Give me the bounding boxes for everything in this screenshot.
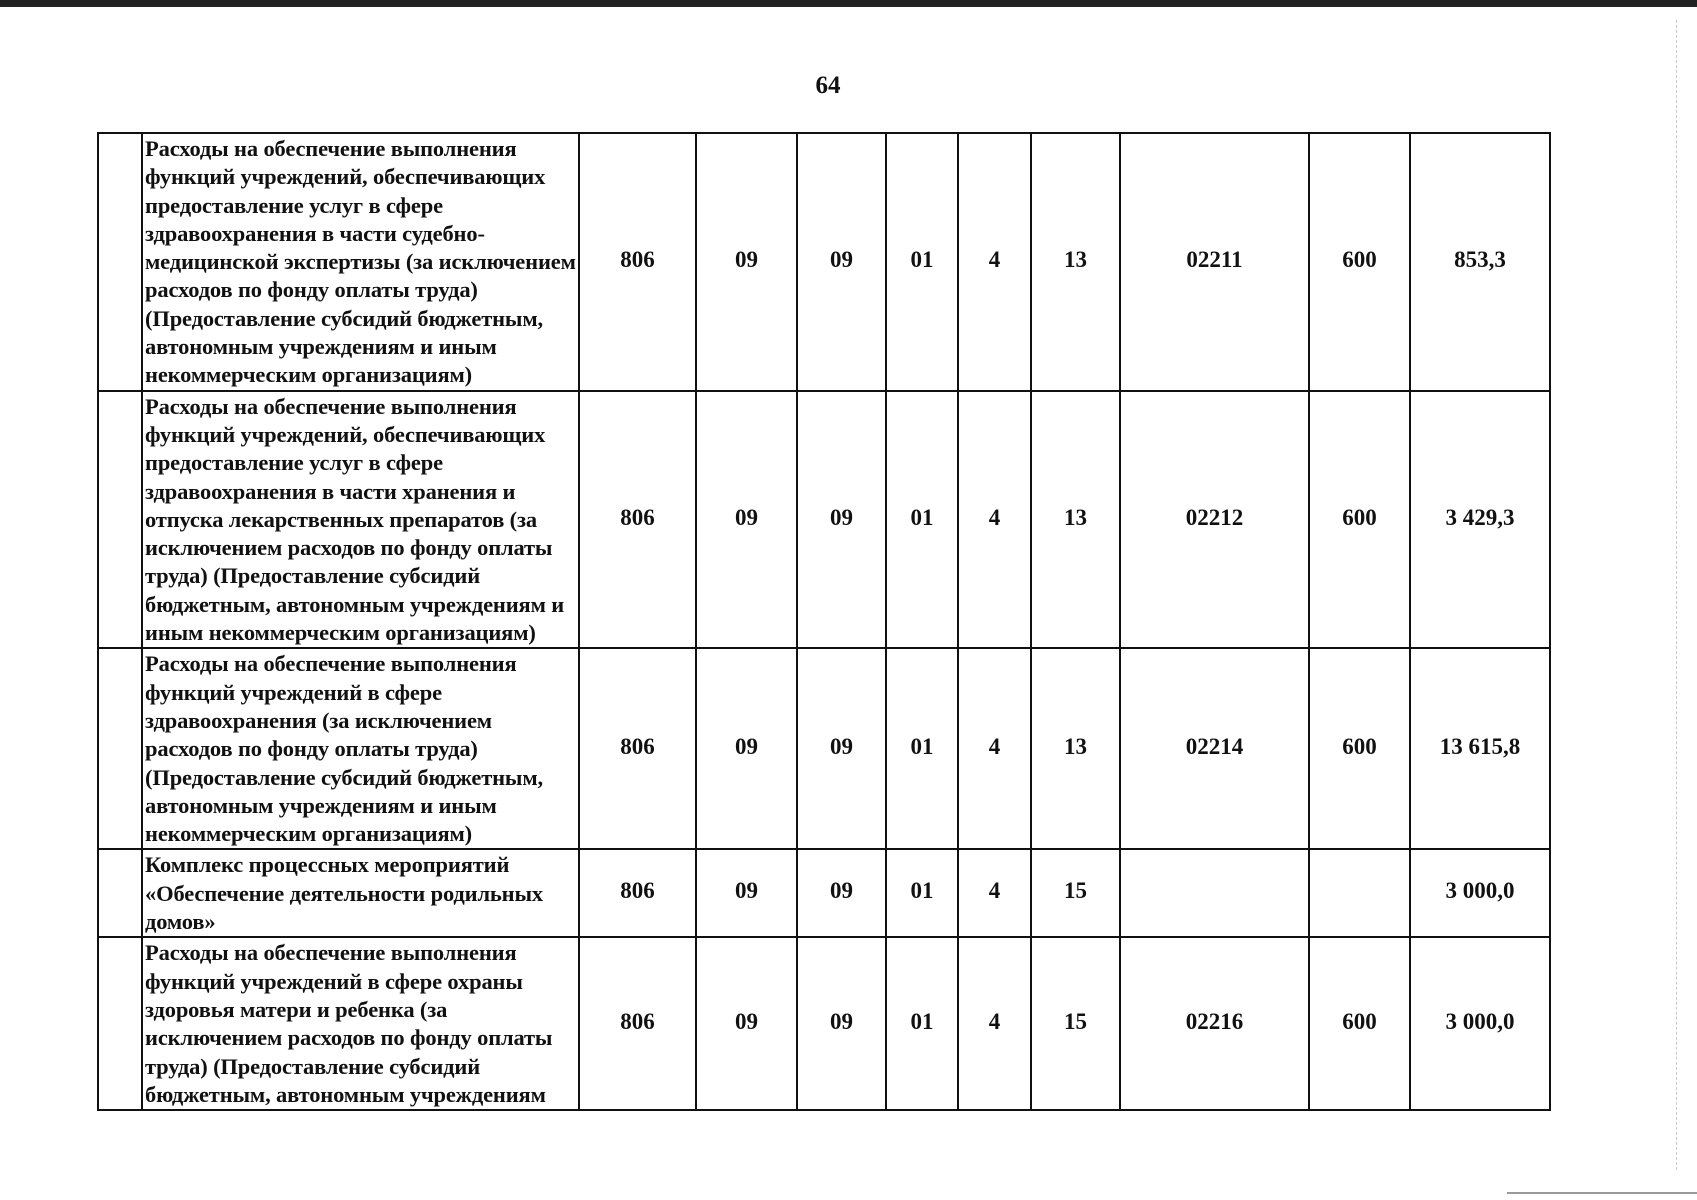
subsection-cell: 09 [797, 937, 886, 1110]
description-cell: Расходы на обеспечение выполнения функций учреждений, обеспечивающих предоставление услуг в сфере здравоохранения в части судебно-медицинской экспертизы (за исключением расходов по фонду оплаты труда) (Предоставление субсидий бюджетным, автономным учреждениям и иным некоммерческим организациям) [142, 133, 579, 391]
row-index-cell [98, 133, 142, 391]
expense-type-cell: 600 [1309, 648, 1410, 849]
section-cell: 09 [696, 391, 797, 649]
description-cell: Расходы на обеспечение выполнения функций учреждений в сфере здравоохранения (за исключением расходов по фонду оплаты труда) (Предоставление субсидий бюджетным, автономным учреждениям и иным некоммерческим организациям) [142, 648, 579, 849]
direction-cell: 02216 [1120, 937, 1309, 1110]
top-scan-border [0, 0, 1697, 7]
section-cell: 09 [696, 648, 797, 849]
type-cell: 4 [958, 648, 1031, 849]
direction-cell: 02214 [1120, 648, 1309, 849]
amount-cell: 3 000,0 [1410, 937, 1550, 1110]
section-cell: 09 [696, 133, 797, 391]
expense-type-cell: 600 [1309, 391, 1410, 649]
subsection-cell: 09 [797, 133, 886, 391]
bottom-scan-mark [1507, 1192, 1697, 1194]
code-cell: 806 [579, 648, 696, 849]
page-number: 64 [815, 72, 841, 99]
group-cell: 15 [1031, 937, 1120, 1110]
group-cell: 15 [1031, 849, 1120, 937]
section-cell: 09 [696, 937, 797, 1110]
table-row [98, 133, 1550, 391]
group-cell: 13 [1031, 133, 1120, 391]
program-cell: 01 [886, 937, 958, 1110]
program-cell: 01 [886, 849, 958, 937]
program-cell: 01 [886, 133, 958, 391]
code-cell: 806 [579, 391, 696, 649]
row-index-cell [98, 937, 142, 1110]
row-index-cell [98, 391, 142, 649]
table-row [98, 937, 1550, 1110]
description-cell: Расходы на обеспечение выполнения функций учреждений в сфере охраны здоровья матери и ребенка (за исключением расходов по фонду оплаты труда) (Предоставление субсидий бюджетным, автономным учреждениям [142, 937, 579, 1110]
table-row [98, 648, 1550, 849]
subsection-cell: 09 [797, 391, 886, 649]
right-scan-edge [1676, 20, 1677, 1170]
row-index-cell [98, 648, 142, 849]
expense-type-cell: 600 [1309, 937, 1410, 1110]
code-cell: 806 [579, 937, 696, 1110]
amount-cell: 853,3 [1410, 133, 1550, 391]
expense-type-cell: 600 [1309, 133, 1410, 391]
budget-table [97, 132, 1551, 1111]
amount-cell: 3 000,0 [1410, 849, 1550, 937]
type-cell: 4 [958, 937, 1031, 1110]
row-index-cell [98, 849, 142, 937]
type-cell: 4 [958, 849, 1031, 937]
program-cell: 01 [886, 391, 958, 649]
type-cell: 4 [958, 133, 1031, 391]
description-cell: Расходы на обеспечение выполнения функций учреждений, обеспечивающих предоставление услуг в сфере здравоохранения в части хранения и отпуска лекарственных препаратов (за исключением расходов по фонду оплаты труда) (Предоставление субсидий бюджетным, автономным учреждениям и иным некоммерческим организациям) [142, 391, 579, 649]
amount-cell: 3 429,3 [1410, 391, 1550, 649]
program-cell: 01 [886, 648, 958, 849]
group-cell: 13 [1031, 648, 1120, 849]
description-cell: Комплекс процессных мероприятий «Обеспечение деятельности родильных домов» [142, 849, 579, 937]
code-cell: 806 [579, 849, 696, 937]
group-cell: 13 [1031, 391, 1120, 649]
direction-cell: 02212 [1120, 391, 1309, 649]
table-row [98, 391, 1550, 649]
expense-type-cell [1309, 849, 1410, 937]
direction-cell [1120, 849, 1309, 937]
table-row [98, 849, 1550, 937]
amount-cell: 13 615,8 [1410, 648, 1550, 849]
subsection-cell: 09 [797, 849, 886, 937]
type-cell: 4 [958, 391, 1031, 649]
direction-cell: 02211 [1120, 133, 1309, 391]
subsection-cell: 09 [797, 648, 886, 849]
section-cell: 09 [696, 849, 797, 937]
code-cell: 806 [579, 133, 696, 391]
